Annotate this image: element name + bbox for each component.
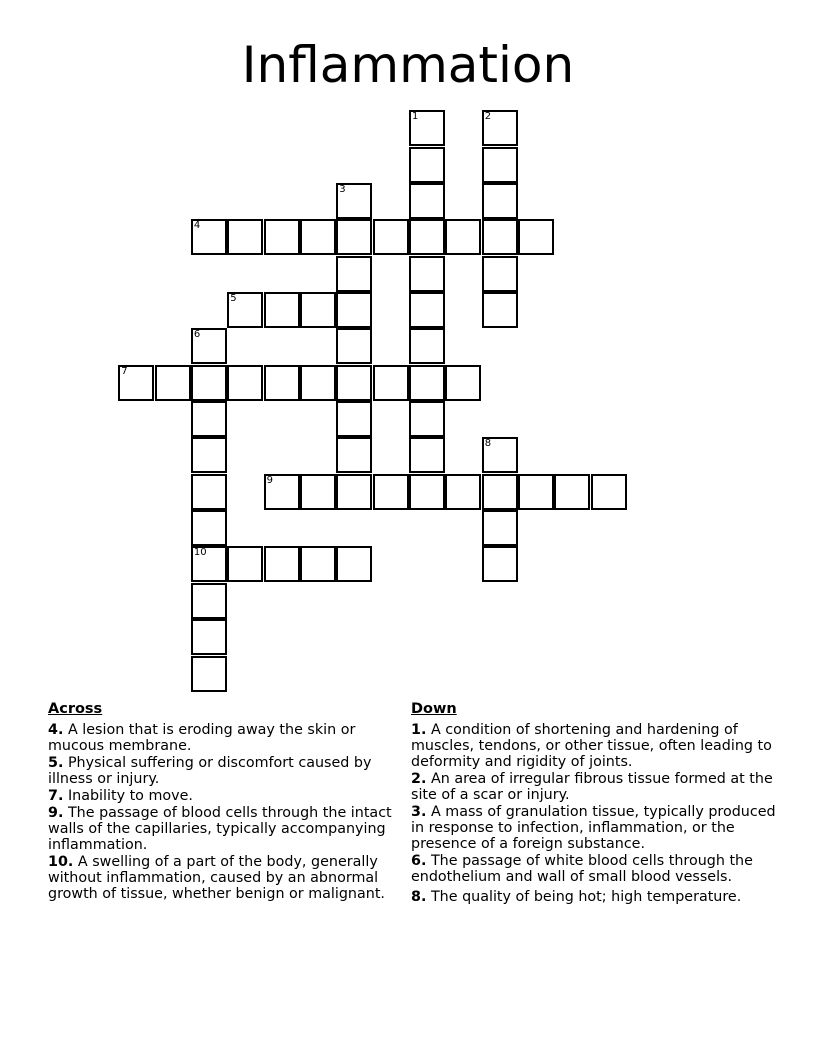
crossword-cell[interactable] (373, 365, 409, 401)
crossword-cell[interactable] (264, 365, 300, 401)
clue-item (411, 771, 776, 803)
crossword-cell[interactable] (336, 401, 372, 437)
down-heading: Down (411, 701, 457, 717)
crossword-cell[interactable] (191, 474, 227, 510)
crossword-cell[interactable] (482, 219, 518, 255)
crossword-cell[interactable] (409, 147, 445, 183)
across-clues (48, 700, 398, 903)
clue-text: A swelling of a part of the body, generally without inflammation, caused by an abnormal growth of tissue, whether benign or malignant. (48, 854, 385, 902)
crossword-cell[interactable] (482, 510, 518, 546)
cell-number: 10 (193, 547, 207, 559)
clue-number: 7. (48, 788, 64, 804)
crossword-cell[interactable] (409, 437, 445, 473)
clue-number: 8. (411, 889, 427, 905)
crossword-cell[interactable] (118, 365, 154, 401)
crossword-cell[interactable] (482, 147, 518, 183)
crossword-cell[interactable] (336, 328, 372, 364)
crossword-cell[interactable] (409, 292, 445, 328)
clue-number: 6. (411, 853, 427, 869)
cell-number: 5 (230, 293, 237, 304)
cell-number: 1 (412, 111, 419, 123)
clue-number: 1. (411, 722, 427, 738)
clue-text: A condition of shortening and hardening of muscles, tendons, or other tissue, often leading to deformity and rigidity of joints. (411, 722, 772, 770)
crossword-cell[interactable] (336, 219, 372, 255)
crossword-cell[interactable] (445, 219, 481, 255)
clue-number: 10. (48, 854, 74, 870)
crossword-cell[interactable] (409, 183, 445, 219)
clue-number: 4. (48, 722, 64, 738)
clue-text: The quality of being hot; high temperature. (430, 889, 742, 905)
crossword-cell[interactable] (409, 219, 445, 255)
crossword-cell[interactable] (191, 328, 227, 364)
crossword-cell[interactable] (336, 256, 372, 292)
cell-number: 4 (193, 220, 201, 232)
crossword-cell[interactable] (373, 219, 409, 255)
clue-text: A mass of granulation tissue, typically produced in response to infection, inflammation, or the presence of a foreign substance. (411, 804, 776, 852)
crossword-cell[interactable] (300, 474, 336, 510)
clue-text: The passage of white blood cells through the endothelium and wall of small blood vessels. (411, 853, 753, 885)
clue-text: Inability to move. (67, 788, 193, 804)
crossword-cell[interactable] (482, 546, 518, 582)
crossword-cell[interactable] (227, 292, 263, 328)
crossword-cell[interactable] (191, 437, 227, 473)
clue-item (411, 804, 776, 852)
clue-item (48, 722, 398, 754)
clue-item (411, 722, 776, 770)
clue-number: 5. (48, 755, 64, 771)
crossword-cell[interactable] (336, 292, 372, 328)
crossword-cell[interactable] (191, 619, 227, 655)
crossword-cell[interactable] (264, 474, 300, 510)
crossword-cell[interactable] (482, 437, 518, 473)
crossword-cell[interactable] (191, 365, 227, 401)
crossword-cell[interactable] (409, 256, 445, 292)
crossword-cell[interactable] (155, 365, 191, 401)
clue-item (411, 889, 776, 905)
crossword-cell[interactable] (336, 474, 372, 510)
crossword-cell[interactable] (227, 546, 263, 582)
page-title: Inflammation (241, 36, 575, 94)
crossword-cell[interactable] (264, 292, 300, 328)
crossword-cell[interactable] (336, 183, 372, 219)
crossword-cell[interactable] (191, 583, 227, 619)
crossword-cell[interactable] (191, 510, 227, 546)
crossword-cell[interactable] (336, 365, 372, 401)
crossword-cell[interactable] (482, 256, 518, 292)
crossword-cell[interactable] (482, 183, 518, 219)
crossword-cell[interactable] (191, 219, 227, 255)
crossword-cell[interactable] (336, 546, 372, 582)
crossword-cell[interactable] (409, 328, 445, 364)
clue-item (48, 788, 398, 804)
crossword-cell[interactable] (409, 110, 445, 146)
crossword-cell[interactable] (191, 546, 227, 582)
down-clues (411, 700, 776, 906)
clue-number: 3. (411, 804, 427, 820)
crossword-cell[interactable] (191, 401, 227, 437)
clue-item (411, 853, 776, 885)
crossword-cell[interactable] (409, 474, 445, 510)
crossword-cell[interactable] (227, 219, 263, 255)
clue-item (48, 755, 398, 787)
crossword-cell[interactable] (191, 656, 227, 692)
crossword-cell[interactable] (264, 546, 300, 582)
clue-text: The passage of blood cells through the intact walls of the capillaries, typically accompanying inflammation. (48, 805, 392, 853)
crossword-cell[interactable] (591, 474, 627, 510)
crossword-cell[interactable] (482, 292, 518, 328)
clue-number: 9. (48, 805, 64, 821)
crossword-cell[interactable] (482, 110, 518, 146)
clue-item (48, 805, 398, 853)
crossword-cell[interactable] (518, 219, 554, 255)
clue-item (48, 854, 398, 902)
clue-text: Physical suffering or discomfort caused by illness or injury. (48, 755, 372, 787)
crossword-cell[interactable] (482, 474, 518, 510)
crossword-cell[interactable] (264, 219, 300, 255)
crossword-cell[interactable] (518, 474, 554, 510)
crossword-cell[interactable] (300, 292, 336, 328)
cell-number: 2 (484, 111, 492, 123)
cell-number: 8 (484, 438, 492, 450)
crossword-cell[interactable] (409, 365, 445, 401)
clue-number: 2. (411, 771, 427, 787)
crossword-cell[interactable] (300, 546, 336, 582)
crossword-cell[interactable] (445, 474, 481, 510)
crossword-cell[interactable] (300, 219, 336, 255)
crossword-cell[interactable] (409, 401, 445, 437)
crossword-cell[interactable] (373, 474, 409, 510)
cell-number: 7 (121, 365, 128, 377)
crossword-cell[interactable] (336, 437, 372, 473)
clue-text: An area of irregular fibrous tissue formed at the site of a scar or injury. (411, 771, 773, 803)
cell-number: 9 (266, 474, 273, 486)
clue-text: A lesion that is eroding away the skin or mucous membrane. (48, 722, 356, 754)
cell-number: 3 (339, 183, 346, 195)
crossword-cell[interactable] (300, 365, 336, 401)
crossword-cell[interactable] (445, 365, 481, 401)
crossword-cell[interactable] (554, 474, 590, 510)
across-heading: Across (48, 701, 103, 717)
crossword-cell[interactable] (227, 365, 263, 401)
cell-number: 6 (193, 329, 201, 341)
